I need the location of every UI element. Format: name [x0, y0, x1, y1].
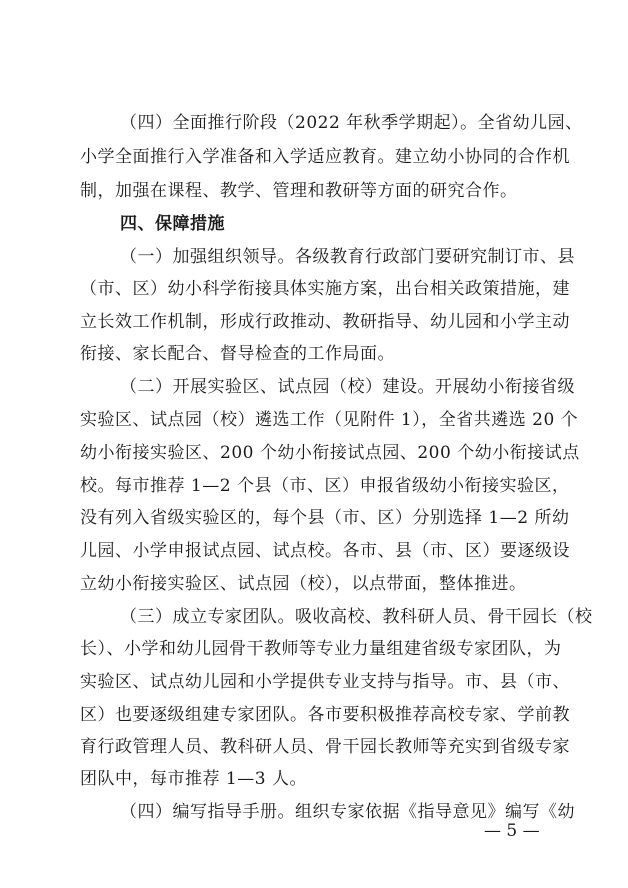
text-line: 立长效工作机制，形成行政推动、教研指导、幼儿园和小学主动 — [80, 312, 570, 332]
text-line: 衔接、家长配合、督导检查的工作局面。 — [80, 344, 395, 364]
text-line: 长）、小学和幼儿园骨干教师等专业力量组建省级专家团队，为 — [80, 639, 562, 659]
section-heading: 四、保障措施 — [120, 214, 225, 234]
text-line: 校。每市推荐 1—2 个县（市、区）申报省级幼小衔接实验区， — [80, 476, 570, 496]
text-line: （市、区）幼小科学衔接具体实施方案，出台相关政策措施，建 — [80, 279, 570, 299]
text-line: 实验区、试点幼儿园和小学提供专业支持与指导。市、县（市、 — [80, 672, 570, 692]
text-line: （三）成立专家团队。吸收高校、教科研人员、骨干园长（校 — [120, 607, 593, 627]
text-line: 立幼小衔接实验区、试点园（校），以点带面，整体推进。 — [80, 574, 527, 594]
text-line: 区）也要逐级组建专家团队。各市要积极推荐高校专家、学前教 — [80, 705, 570, 725]
text-line: 团队中，每市推荐 1—3 人。 — [80, 769, 307, 789]
text-line: 小学全面推行入学准备和入学适应教育。建立幼小协同的合作机 — [80, 147, 570, 167]
text-line: 没有列入省级实验区的，每个县（市、区）分别选择 1—2 所幼 — [80, 508, 570, 528]
text-line: （二）开展实验区、试点园（校）建设。开展幼小衔接省级 — [120, 377, 575, 397]
text-line: （四）编写指导手册。组织专家依据《指导意见》编写《幼 — [120, 802, 575, 822]
text-line: 制，加强在课程、教学、管理和教研等方面的研究合作。 — [80, 181, 518, 201]
page-number: — 5 — — [484, 821, 540, 841]
text-line: 儿园、小学申报试点园、试点校。各市、县（市、区）要逐级设 — [80, 541, 570, 561]
text-line: 育行政管理人员、教科研人员、骨干园长教师等充实到省级专家 — [80, 737, 570, 757]
text-line: 实验区、试点园（校）遴选工作（见附件 1），全省共遴选 20 个 — [80, 410, 579, 430]
text-line: 幼小衔接实验区、200 个幼小衔接试点园、200 个幼小衔接试点 — [80, 443, 580, 463]
text-line: （四）全面推行阶段（2022 年秋季学期起）。全省幼儿园、 — [120, 113, 583, 133]
text-line: （一）加强组织领导。各级教育行政部门要研究制订市、县 — [120, 247, 575, 267]
